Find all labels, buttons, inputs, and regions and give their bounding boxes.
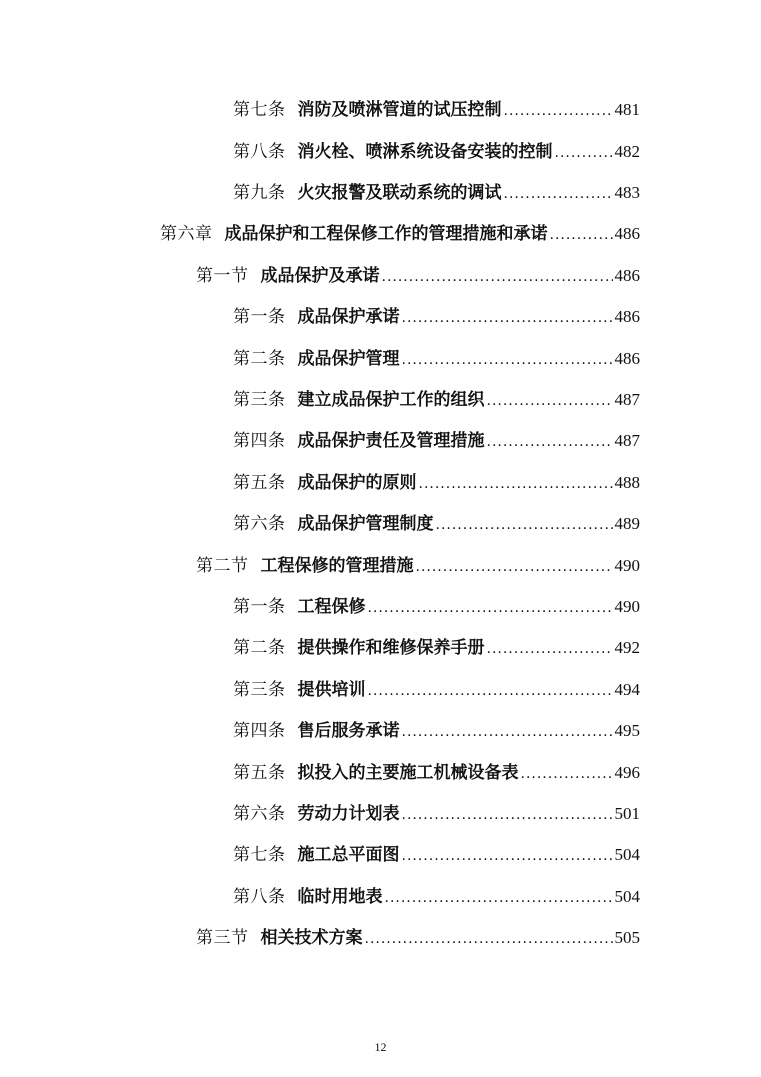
toc-entry[interactable] [233, 717, 640, 745]
toc-entry[interactable] [233, 883, 640, 911]
toc-entry-page: 494 [614, 680, 640, 699]
toc-leader-dots [365, 925, 613, 953]
toc-entry-number: 第二节 [196, 556, 249, 576]
toc-entry-number: 第一条 [233, 597, 286, 617]
toc-entry-number: 第二条 [233, 349, 286, 369]
toc-entry-title: 成品保护和工程保修工作的管理措施和承诺 [224, 224, 548, 244]
toc-entry-number: 第六条 [233, 514, 286, 534]
toc-leader-dots [368, 677, 613, 705]
toc-leader-dots [436, 511, 613, 539]
toc-entry-title: 售后服务承诺 [297, 721, 400, 741]
toc-leader-dots [382, 263, 613, 291]
toc-entry-title: 火灾报警及联动系统的调试 [297, 183, 502, 203]
toc-entry-title: 提供操作和维修保养手册 [297, 638, 485, 658]
toc-entry[interactable] [233, 303, 640, 331]
toc-entry-number: 第七条 [233, 100, 286, 120]
toc-entry-number: 第三节 [196, 928, 249, 948]
toc-entry-number: 第三条 [233, 390, 286, 410]
toc-entry-page: 487 [614, 390, 640, 409]
toc-leader-dots [402, 718, 613, 746]
toc-entry-number: 第一条 [233, 307, 286, 327]
toc-entry[interactable] [233, 386, 640, 414]
toc-entry-title: 相关技术方案 [260, 928, 363, 948]
toc-entry-title: 成品保护承诺 [297, 307, 400, 327]
toc-entry-number: 第八条 [233, 142, 286, 162]
toc-entry-title: 工程保修的管理措施 [260, 556, 414, 576]
toc-entry-page: 486 [614, 266, 640, 285]
toc-entry-title: 成品保护管理制度 [297, 514, 434, 534]
toc-entry-page: 495 [614, 721, 640, 740]
toc-entry-page: 504 [614, 887, 640, 906]
toc-entry[interactable] [233, 427, 640, 455]
toc-entry-section[interactable] [196, 552, 640, 580]
toc-entry-page: 486 [614, 349, 640, 368]
toc-entry-page: 504 [614, 845, 640, 864]
toc-entry-page: 483 [614, 183, 640, 202]
toc-entry-number: 第九条 [233, 183, 286, 203]
toc-entry-section[interactable] [196, 262, 640, 290]
toc-entry-page: 492 [614, 638, 640, 657]
toc-leader-dots [385, 884, 613, 912]
toc-entry-section[interactable] [196, 924, 640, 952]
toc-leader-dots [419, 470, 613, 498]
toc-entry-title: 工程保修 [297, 597, 366, 617]
toc-entry[interactable] [233, 759, 640, 787]
toc-entry-title: 成品保护管理 [297, 349, 400, 369]
toc-entry-title: 成品保护责任及管理措施 [297, 431, 485, 451]
toc-entry-title: 建立成品保护工作的组织 [297, 390, 485, 410]
toc-entry-title: 提供培训 [297, 680, 366, 700]
toc-leader-dots [487, 428, 613, 456]
toc-entry-number: 第二条 [233, 638, 286, 658]
toc-entry-page: 486 [614, 224, 640, 243]
toc-entry-title: 劳动力计划表 [297, 804, 400, 824]
toc-leader-dots [550, 221, 613, 249]
toc-entry-title: 临时用地表 [297, 887, 383, 907]
toc-entry-page: 482 [614, 142, 640, 161]
toc-leader-dots [521, 760, 613, 788]
toc-leader-dots [416, 553, 613, 581]
toc-entry[interactable] [233, 138, 640, 166]
toc-entry-number: 第六章 [160, 224, 213, 244]
toc-entry-chapter[interactable] [160, 220, 640, 248]
toc-entry-title: 成品保护的原则 [297, 473, 417, 493]
toc-entry-number: 第三条 [233, 680, 286, 700]
toc-entry[interactable] [233, 469, 640, 497]
toc-entry[interactable] [233, 800, 640, 828]
toc-entry[interactable] [233, 676, 640, 704]
toc-leader-dots [402, 304, 613, 332]
toc-leader-dots [368, 594, 613, 622]
toc-entry-page: 487 [614, 431, 640, 450]
toc-leader-dots [402, 346, 613, 374]
toc-entry-number: 第一节 [196, 266, 249, 286]
toc-entry-title: 成品保护及承诺 [260, 266, 380, 286]
toc-entry-page: 481 [614, 100, 640, 119]
toc-entry-number: 第六条 [233, 804, 286, 824]
toc-entry-number: 第五条 [233, 473, 286, 493]
toc-leader-dots [487, 635, 613, 663]
toc-entry[interactable] [233, 345, 640, 373]
toc-entry-page: 486 [614, 307, 640, 326]
page-number: 12 [374, 1040, 387, 1054]
toc-entry[interactable] [233, 841, 640, 869]
toc-entry[interactable] [233, 593, 640, 621]
toc-entry-title: 消火栓、喷淋系统设备安装的控制 [297, 142, 553, 162]
toc-leader-dots [504, 180, 613, 208]
toc-entry-title: 拟投入的主要施工机械设备表 [297, 763, 519, 783]
toc-entry-number: 第四条 [233, 721, 286, 741]
toc-leader-dots [487, 387, 613, 415]
toc-entry[interactable] [233, 634, 640, 662]
toc-entry-page: 505 [614, 928, 640, 947]
toc-entry-page: 490 [614, 597, 640, 616]
toc-entry[interactable] [233, 179, 640, 207]
toc-entry-title: 消防及喷淋管道的试压控制 [297, 100, 502, 120]
toc-leader-dots [504, 97, 613, 125]
toc-leader-dots [555, 139, 613, 167]
toc-leader-dots [402, 801, 613, 829]
toc-entry-number: 第八条 [233, 887, 286, 907]
toc-entry-page: 496 [614, 763, 640, 782]
toc-leader-dots [402, 842, 613, 870]
toc-entry-page: 488 [614, 473, 640, 492]
toc-entry-number: 第四条 [233, 431, 286, 451]
toc-entry-page: 490 [614, 556, 640, 575]
toc-entry-title: 施工总平面图 [297, 845, 400, 865]
toc-entry-page: 501 [614, 804, 640, 823]
toc-entry-page: 489 [614, 514, 640, 533]
toc-entry[interactable] [233, 96, 640, 124]
toc-entry-number: 第七条 [233, 845, 286, 865]
toc-entry[interactable] [233, 510, 640, 538]
toc-entry-number: 第五条 [233, 763, 286, 783]
